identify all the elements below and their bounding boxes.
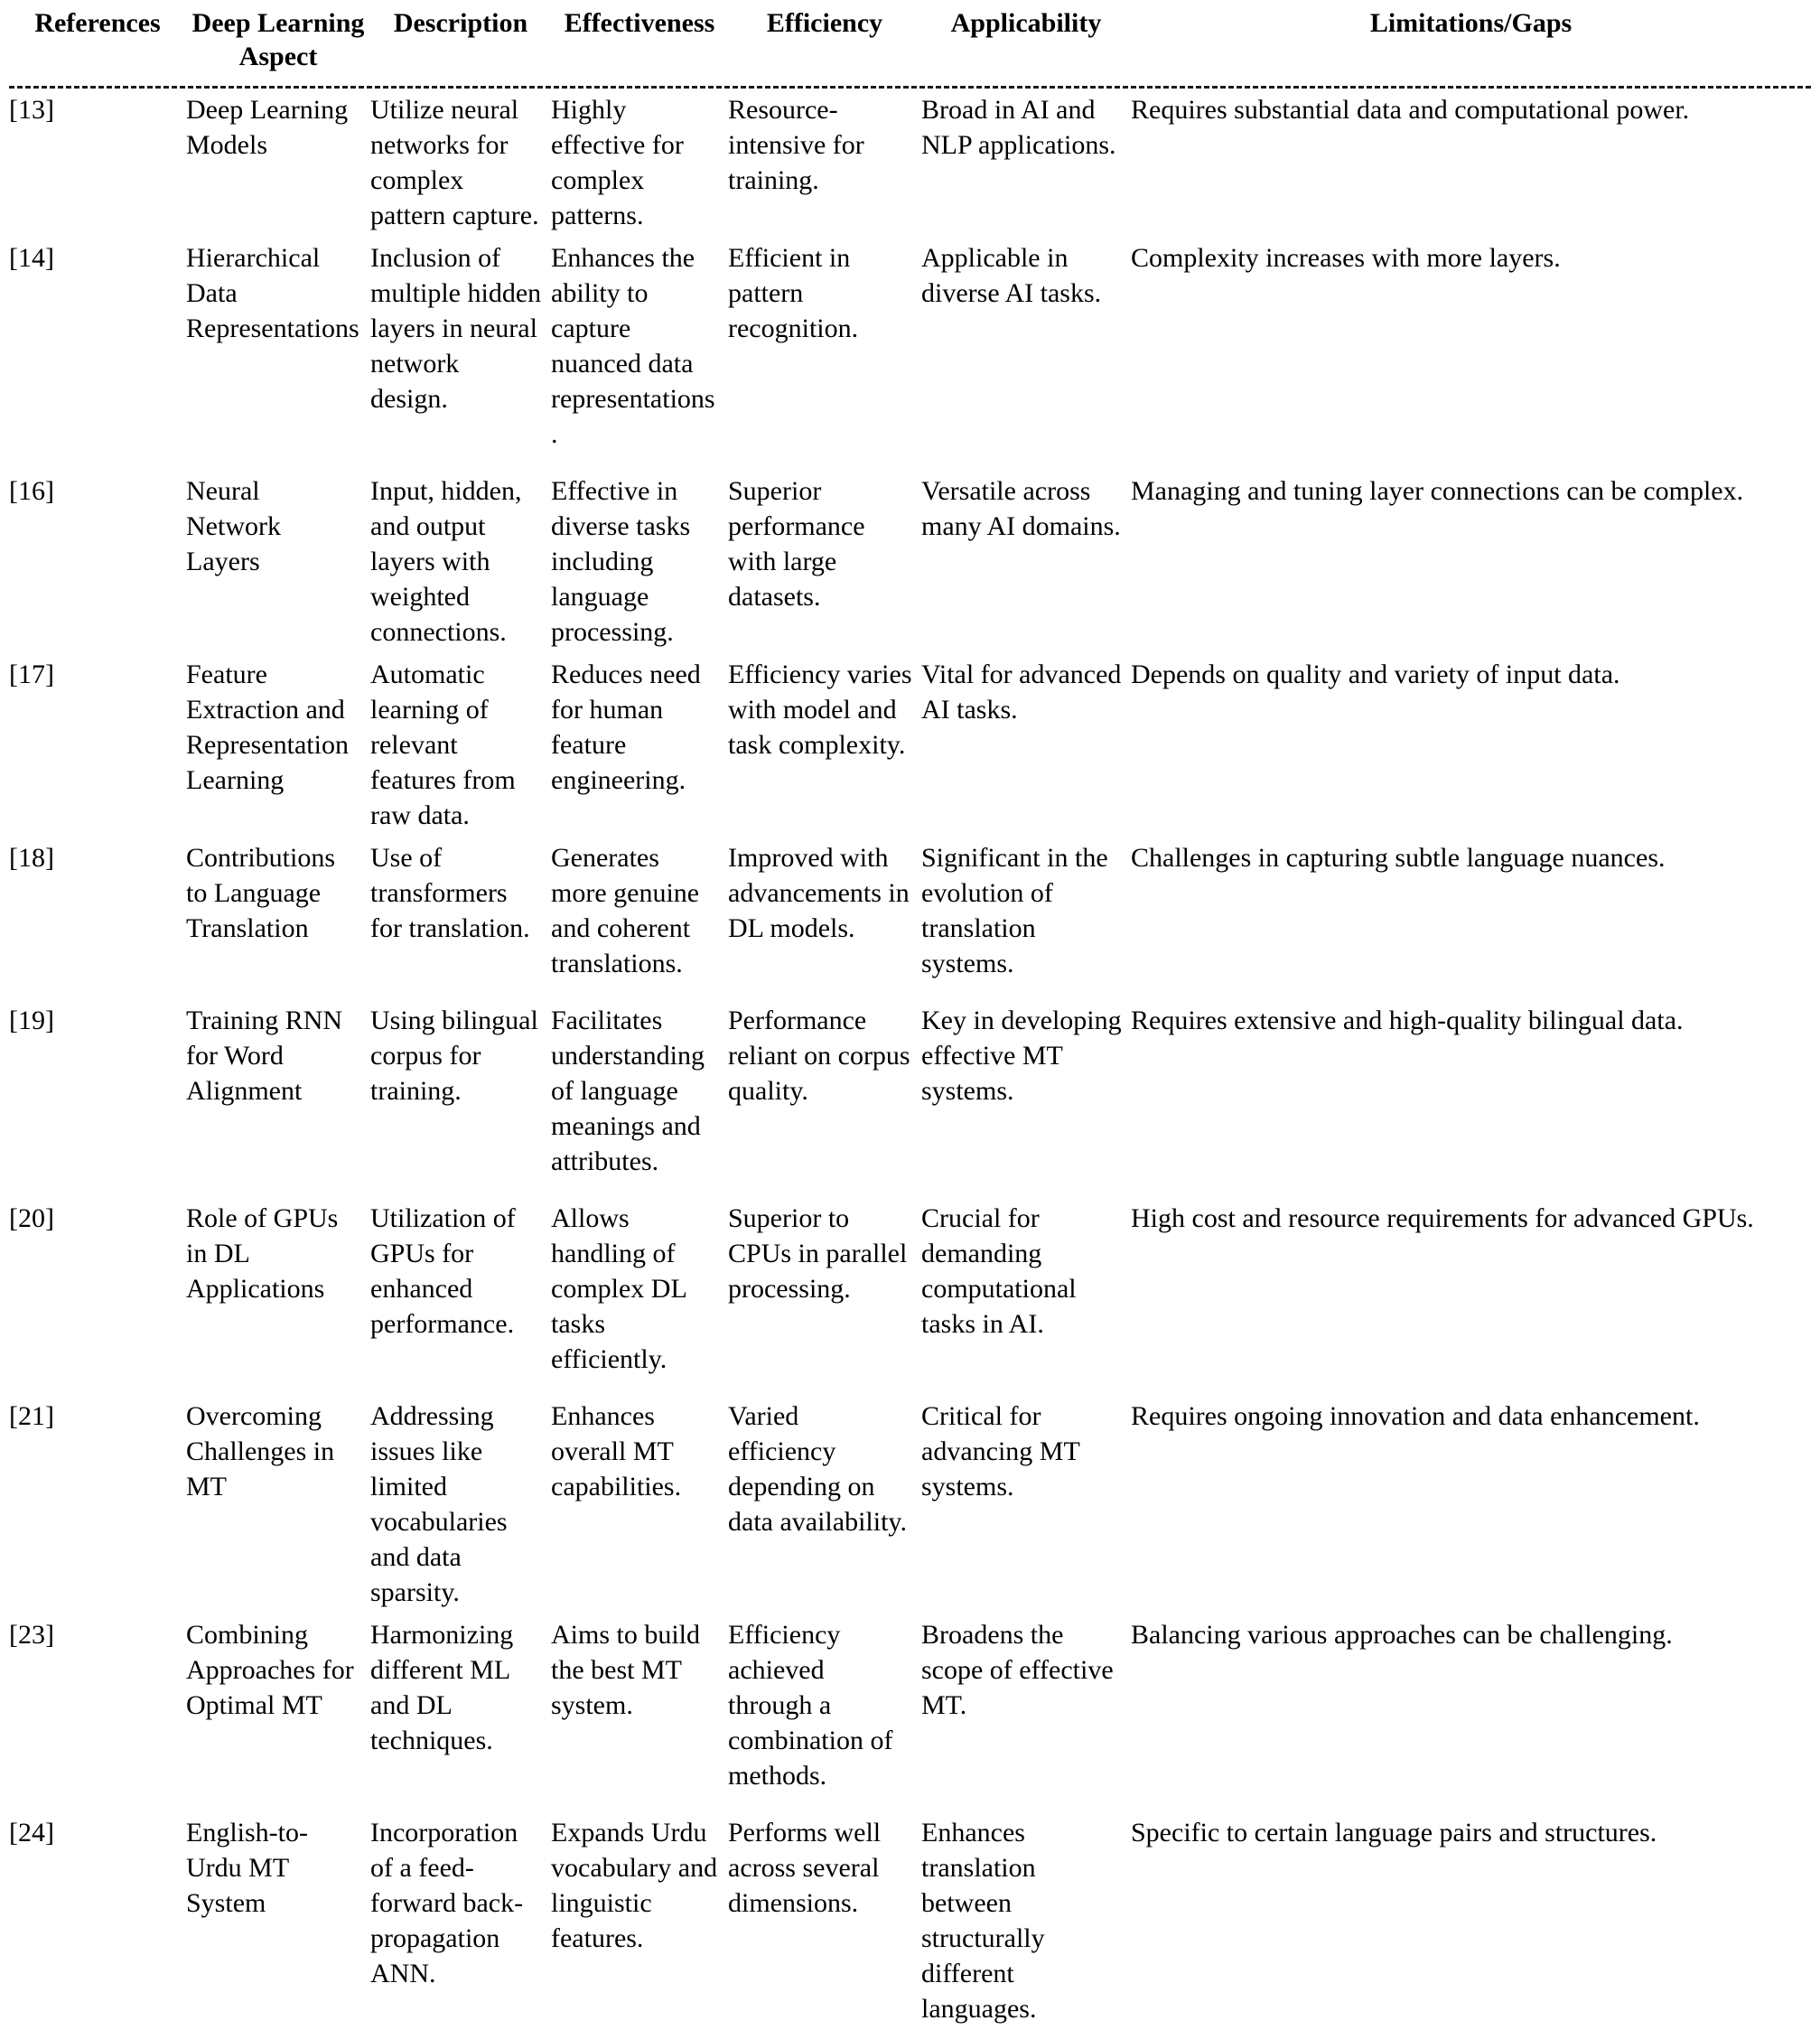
cell-aspect: Contributions to Language Translation <box>186 843 336 944</box>
cell-description: Utilize neural networks for complex pattern capture. <box>370 95 539 231</box>
column-header-description: Description <box>393 8 528 38</box>
deep-learning-comparison-table <box>9 0 1811 2030</box>
table-row <box>9 455 1811 653</box>
cell-reference: [18] <box>9 843 54 874</box>
cell-aspect: Deep Learning Models <box>186 95 349 161</box>
cell-aspect: Hierarchical Data Representations <box>186 243 359 344</box>
cell-reference: [17] <box>9 660 54 690</box>
cell-applicability: Versatile across many AI domains. <box>921 476 1121 542</box>
table-row <box>9 237 1811 455</box>
column-header-effectiveness: Effectiveness <box>564 8 715 38</box>
table-row <box>9 653 1811 837</box>
cell-description: Automatic learning of relevant features from raw data. <box>370 660 516 831</box>
cell-efficiency: Efficient in pattern recognition. <box>728 243 859 344</box>
cell-reference: [16] <box>9 476 54 507</box>
cell-limitations: Requires substantial data and computational power. <box>1131 95 1690 126</box>
cell-applicability: Broad in AI and NLP applications. <box>921 95 1116 161</box>
cell-efficiency: Efficiency achieved through a combination of methods. <box>728 1620 893 1791</box>
cell-aspect: Neural Network Layers <box>186 476 281 577</box>
table-row <box>9 1614 1811 1797</box>
cell-effectiveness: Allows handling of complex DL tasks efficiently. <box>551 1203 686 1375</box>
cell-limitations: Specific to certain language pairs and structures. <box>1131 1818 1657 1848</box>
cell-efficiency: Performs well across several dimensions. <box>728 1818 882 1919</box>
cell-aspect: English-to-Urdu MT System <box>186 1818 308 1919</box>
cell-effectiveness: Aims to build the best MT system. <box>551 1620 701 1721</box>
table-row <box>9 1380 1811 1614</box>
cell-aspect: Role of GPUs in DL Applications <box>186 1203 339 1305</box>
cell-efficiency: Superior performance with large datasets. <box>728 476 865 613</box>
cell-effectiveness: Highly effective for complex patterns. <box>551 95 684 231</box>
cell-description: Input, hidden, and output layers with weighted connections. <box>370 476 522 648</box>
cell-reference: [13] <box>9 95 54 126</box>
cell-efficiency: Varied efficiency depending on data availability. <box>728 1401 907 1538</box>
cell-efficiency: Resource-intensive for training. <box>728 95 864 196</box>
cell-effectiveness: Generates more genuine and coherent translations. <box>551 843 700 979</box>
cell-reference: [21] <box>9 1401 54 1432</box>
cell-aspect: Overcoming Challenges in MT <box>186 1401 335 1502</box>
cell-effectiveness: Enhances overall MT capabilities. <box>551 1401 682 1502</box>
cell-aspect: Training RNN for Word Alignment <box>186 1006 343 1107</box>
cell-limitations: Requires extensive and high-quality bilingual data. <box>1131 1006 1684 1036</box>
cell-description: Harmonizing different ML and DL techniques. <box>370 1620 514 1756</box>
cell-description: Incorporation of a feed-forward back-propagation ANN. <box>370 1818 524 1989</box>
table-body <box>9 89 1811 2030</box>
cell-efficiency: Performance reliant on corpus quality. <box>728 1006 910 1107</box>
cell-applicability: Critical for advancing MT systems. <box>921 1401 1080 1502</box>
table-header <box>9 0 1811 89</box>
cell-efficiency: Superior to CPUs in parallel processing. <box>728 1203 908 1305</box>
cell-limitations: Complexity increases with more layers. <box>1131 243 1561 274</box>
cell-applicability: Enhances translation between structurally different languages. <box>921 1818 1045 2025</box>
cell-efficiency: Efficiency varies with model and task complexity. <box>728 660 912 761</box>
table-row <box>9 985 1811 1183</box>
cell-limitations: Balancing various approaches can be challenging. <box>1131 1620 1673 1651</box>
cell-description: Inclusion of multiple hidden layers in neural network design. <box>370 243 542 415</box>
cell-aspect: Feature Extraction and Representation Learning <box>186 660 349 796</box>
cell-efficiency: Improved with advancements in DL models. <box>728 843 910 944</box>
cell-effectiveness: Facilitates understanding of language meanings and attributes. <box>551 1006 705 1177</box>
cell-reference: [19] <box>9 1006 54 1036</box>
cell-applicability: Crucial for demanding computational tasks in AI. <box>921 1203 1077 1340</box>
column-header-references: References <box>34 8 161 38</box>
column-header-aspect: Deep Learning Aspect <box>191 8 365 71</box>
column-header-limitations: Limitations/Gaps <box>1369 8 1573 38</box>
cell-reference: [23] <box>9 1620 54 1651</box>
table-row <box>9 89 1811 237</box>
cell-aspect: Combining Approaches for Optimal MT <box>186 1620 354 1721</box>
cell-description: Addressing issues like limited vocabularies and data sparsity. <box>370 1401 508 1608</box>
cell-applicability: Key in developing effective MT systems. <box>921 1006 1122 1107</box>
cell-applicability: Significant in the evolution of translation systems. <box>921 843 1108 979</box>
cell-limitations: Challenges in capturing subtle language nuances. <box>1131 843 1666 874</box>
cell-effectiveness: Effective in diverse tasks including language processing. <box>551 476 691 648</box>
cell-limitations: Managing and tuning layer connections can be complex. <box>1131 476 1744 507</box>
cell-reference: [24] <box>9 1818 54 1848</box>
table-row <box>9 837 1811 985</box>
cell-applicability: Applicable in diverse AI tasks. <box>921 243 1102 309</box>
cell-applicability: Vital for advanced AI tasks. <box>921 660 1122 725</box>
column-header-efficiency: Efficiency <box>766 8 883 38</box>
cell-description: Use of transformers for translation. <box>370 843 530 944</box>
cell-reference: [20] <box>9 1203 54 1234</box>
cell-reference: [14] <box>9 243 54 274</box>
cell-effectiveness: Reduces need for human feature engineering. <box>551 660 701 796</box>
table-row <box>9 1183 1811 1380</box>
column-header-applicability: Applicability <box>950 8 1102 38</box>
cell-limitations: Depends on quality and variety of input data. <box>1131 660 1620 690</box>
cell-effectiveness: Enhances the ability to capture nuanced data representations. <box>551 243 715 450</box>
table-header-row <box>9 0 1811 86</box>
table-row <box>9 1797 1811 2030</box>
cell-applicability: Broadens the scope of effective MT. <box>921 1620 1114 1721</box>
cell-description: Using bilingual corpus for training. <box>370 1006 538 1107</box>
cell-limitations: Requires ongoing innovation and data enhancement. <box>1131 1401 1700 1432</box>
cell-limitations: High cost and resource requirements for advanced GPUs. <box>1131 1203 1754 1234</box>
cell-description: Utilization of GPUs for enhanced performance. <box>370 1203 516 1340</box>
cell-effectiveness: Expands Urdu vocabulary and linguistic features. <box>551 1818 718 1954</box>
